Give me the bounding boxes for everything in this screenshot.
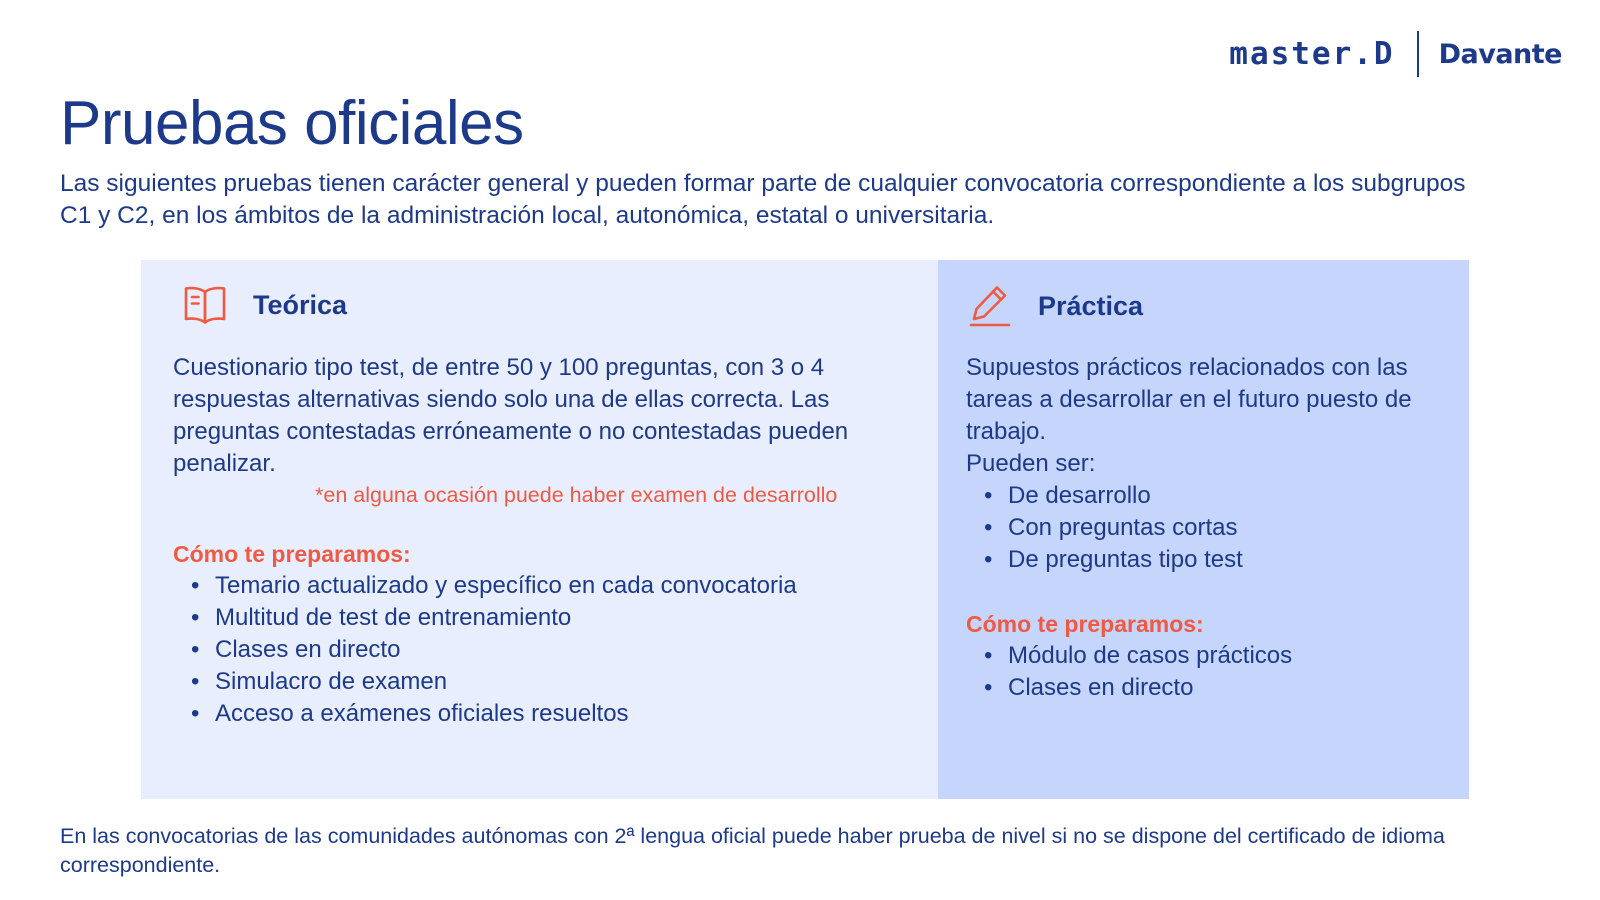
brand-logos <box>1229 30 1562 78</box>
pencil-icon <box>968 284 1012 328</box>
intro-text: Las siguientes pruebas tienen carácter general y pueden formar parte de cualquier convocatoria correspondiente a los subgrupos C1 y C2, en los ámbitos de la administración local, autonómica, estatal o universitaria. <box>60 170 1466 229</box>
theory-header <box>183 284 347 326</box>
list-item: • De preguntas tipo test <box>966 544 1456 576</box>
list-item: • Multitud de test de entrenamiento <box>173 602 913 634</box>
footer-note: En las convocatorias de las comunidades autónomas con 2ª lengua oficial puede haber prueba de nivel si no se dispone del certificado de idioma correspondiente. <box>60 824 1445 877</box>
practice-types-list <box>966 480 1456 576</box>
open-book-icon <box>183 284 227 326</box>
practice-types-heading: Pueden ser: <box>966 450 1096 477</box>
master-d-logo: master.D <box>1229 36 1395 72</box>
davante-logo: Davante <box>1438 38 1562 70</box>
theory-heading: Teórica <box>253 289 348 320</box>
list-item: • Temario actualizado y específico en cada convocatoria <box>173 570 913 602</box>
practice-description: Supuestos prácticos relacionados con las tareas a desarrollar en el futuro puesto de trabajo. <box>966 354 1412 445</box>
list-item: • Simulacro de examen <box>173 666 913 698</box>
theory-note: *en alguna ocasión puede haber examen de desarrollo <box>315 483 838 507</box>
theory-description: Cuestionario tipo test, de entre 50 y 100 preguntas, con 3 o 4 respuestas alternativas siendo solo una de ellas correcta. Las preguntas contestadas erróneamente o no contestadas pueden penalizar. <box>173 354 849 477</box>
logo-divider <box>1417 31 1419 77</box>
list-item: • De desarrollo <box>966 480 1456 512</box>
list-item: • Módulo de casos prácticos <box>966 640 1456 672</box>
practice-heading: Práctica <box>1038 290 1144 321</box>
theory-prep-list <box>173 570 913 730</box>
list-item: • Clases en directo <box>966 672 1456 704</box>
practice-body <box>966 352 1456 704</box>
list-item: • Con preguntas cortas <box>966 512 1456 544</box>
practice-prep-list <box>966 640 1456 704</box>
practice-panel <box>938 260 1469 799</box>
list-item: • Acceso a exámenes oficiales resueltos <box>173 698 913 730</box>
practice-header <box>968 284 1143 328</box>
page-title: Pruebas oficiales <box>60 89 524 158</box>
practice-prep-heading: Cómo te preparamos: <box>966 611 1204 637</box>
theory-body <box>173 352 913 730</box>
theory-panel <box>141 260 938 799</box>
theory-prep-heading: Cómo te preparamos: <box>173 541 411 567</box>
list-item: • Clases en directo <box>173 634 913 666</box>
